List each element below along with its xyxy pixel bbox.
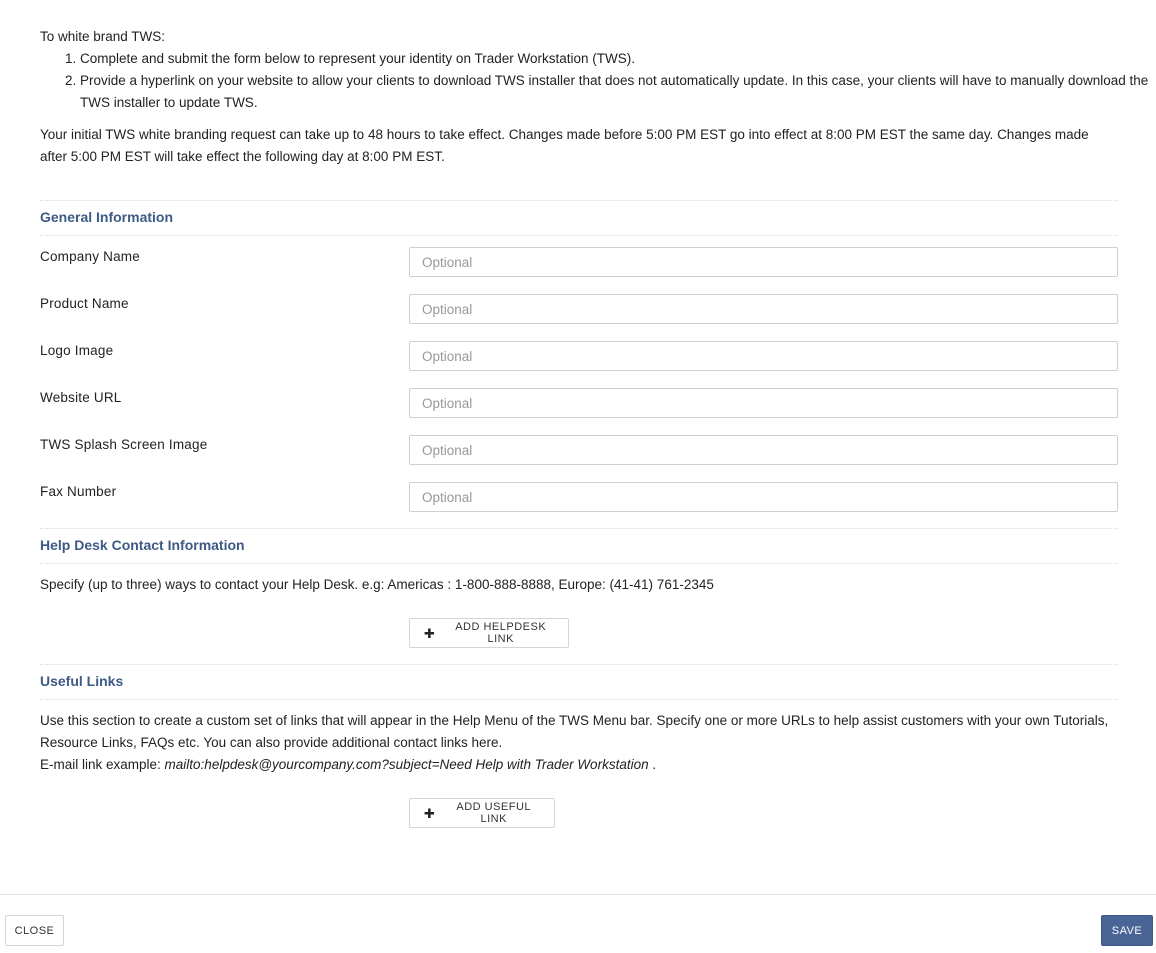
intro-title: To white brand TWS:	[40, 29, 166, 44]
website-url-label: Website URL	[40, 390, 122, 405]
divider	[40, 664, 1118, 665]
divider	[40, 235, 1118, 236]
instruction-step: 1. Complete and submit the form below to represent your identity on Trader Workstation (TWS).	[80, 48, 1150, 70]
divider	[40, 528, 1118, 529]
form-row-product-name	[40, 294, 1118, 324]
instruction-step: 2. Provide a hyperlink on your website to allow your clients to download TWS installer that does not automatically update. In this case, your clients will have to manually download the TWS installer to update TWS.	[80, 70, 1150, 114]
helpdesk-description: Specify (up to three) ways to contact your Help Desk. e.g: Americas : 1-800-888-8888, Europe: (41-41) 761-2345	[40, 577, 714, 592]
splash-screen-label: TWS Splash Screen Image	[40, 437, 208, 452]
splash-screen-input[interactable]	[409, 435, 1118, 465]
email-example-suffix: .	[648, 757, 657, 772]
add-helpdesk-link-label: ADD HELPDESK LINK	[455, 621, 547, 645]
timing-note: Your initial TWS white branding request can take up to 48 hours to take effect. Changes made before 5:00 PM EST go into effect at 8:00 PM EST the same day. Changes made after 5:00 PM EST will take effect the following day at 8:00 PM EST.	[40, 127, 1089, 164]
divider	[40, 563, 1118, 564]
plus-icon: ✚	[424, 625, 436, 641]
fax-number-label: Fax Number	[40, 484, 117, 499]
useful-links-text: Use this section to create a custom set of links that will appear in the Help Menu of the TWS Menu bar. Specify one or more URLs to help assist customers with your own Tutorials, Resource Links, FAQs etc. You can also provide additional contact links here.	[40, 713, 1109, 750]
footer-divider	[0, 894, 1156, 895]
email-example-prefix: E-mail link example:	[40, 757, 165, 772]
add-useful-link-button[interactable]	[409, 798, 555, 828]
section-heading-helpdesk: Help Desk Contact Information	[40, 537, 245, 553]
useful-links-description	[40, 710, 1115, 776]
email-example: mailto:helpdesk@yourcompany.com?subject=Need Help with Trader Workstation	[164, 757, 649, 772]
add-useful-link-label: ADD USEFUL LINK	[456, 801, 532, 825]
section-heading-useful-links: Useful Links	[40, 673, 124, 689]
add-helpdesk-link-button[interactable]	[409, 618, 569, 648]
logo-image-label: Logo Image	[40, 343, 114, 358]
website-url-input[interactable]	[409, 388, 1118, 418]
section-heading-general: General Information	[40, 209, 174, 225]
form-row-company-name	[40, 247, 1118, 277]
form-row-website-url	[40, 388, 1118, 418]
save-button[interactable]: SAVE	[1101, 915, 1153, 946]
company-name-label: Company Name	[40, 249, 140, 264]
close-button[interactable]: CLOSE	[5, 915, 64, 946]
logo-image-input[interactable]	[409, 341, 1118, 371]
plus-icon: ✚	[424, 805, 436, 821]
divider	[40, 699, 1118, 700]
fax-number-input[interactable]	[409, 482, 1118, 512]
instruction-steps	[40, 48, 1150, 114]
form-row-splash-screen	[40, 435, 1118, 465]
form-row-logo-image	[40, 341, 1118, 371]
product-name-input[interactable]	[409, 294, 1118, 324]
divider	[40, 200, 1118, 201]
product-name-label: Product Name	[40, 296, 129, 311]
form-row-fax-number	[40, 482, 1118, 512]
company-name-input[interactable]	[409, 247, 1118, 277]
